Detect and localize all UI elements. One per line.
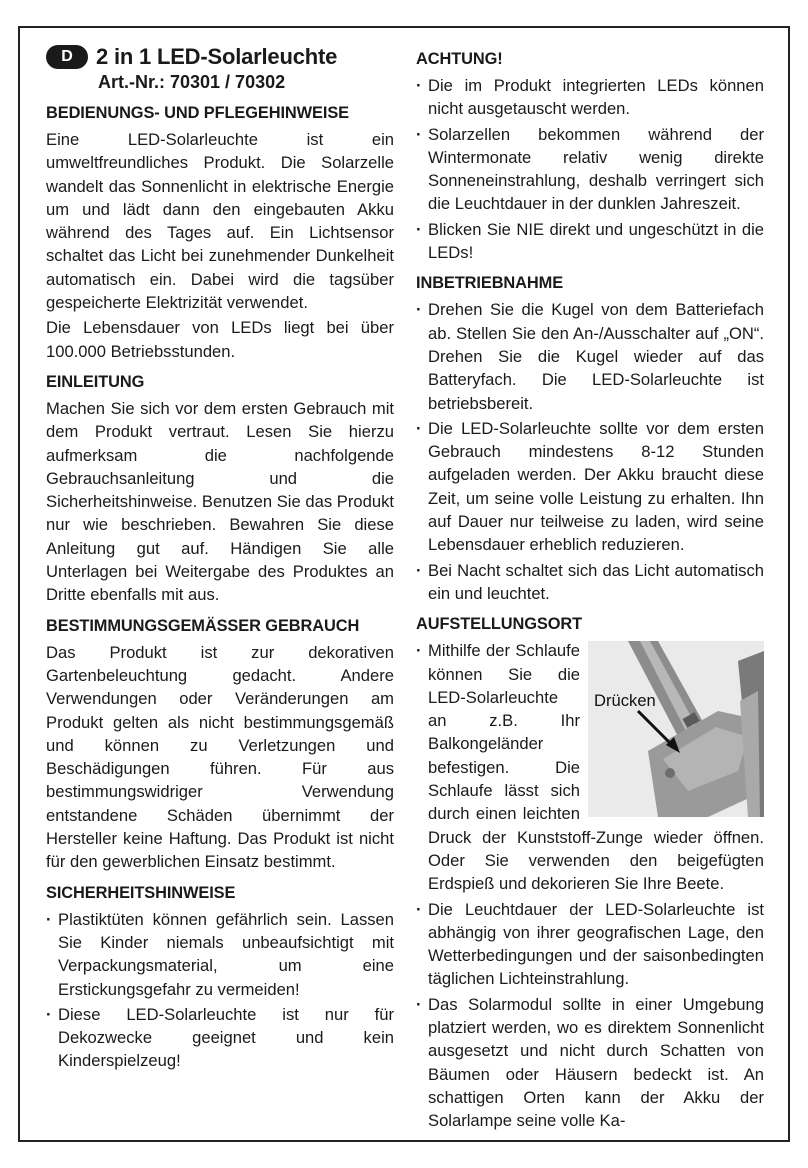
- list-item: [416, 639, 764, 895]
- list-item: · Das Solarmodul sollte in einer Umgebung platziert werden, wo es direktem Sonnenlicht ausgesetzt und nicht durch Schatten von Bäumen oder Häusern bedeckt ist. An schattigen Orten kann der Akku der Solarlampe seine volle Ka-: [416, 993, 764, 1133]
- paragraph: Die Lebensdauer von LEDs liegt bei über 100.000 Betriebsstunden.: [46, 318, 394, 361]
- list-item: · Diese LED-Solarleuchte ist nur für Dekozwecke geeignet und kein Kinderspielzeug!: [46, 1003, 394, 1073]
- section-heading-warning: ACHTUNG!: [416, 50, 503, 68]
- section-heading-care: BEDIENUNGS- UND PFLEGEHINWEISE: [46, 104, 349, 122]
- right-column: [416, 48, 764, 1134]
- warning-list: [416, 74, 764, 264]
- section-heading-intended-use: BESTIMMUNGSGEMÄSSER GEBRAUCH: [46, 616, 360, 635]
- paragraph: Das Produkt ist zur dekorativen Gartenbeleuchtung gedacht. Andere Verwendungen oder Veränderungen am Produkt gelten als nicht bestimmungsgemäß und können zu Verletzungen und Beschädigungen führen. Für aus bestimmungswidriger Verwendung entstandene Schäden übernimmt der Hersteller keine Haftung. Das Produkt ist nicht für den gewerblichen Einsatz bestimmt.: [46, 642, 394, 872]
- section-heading-startup: INBETRIEBNAHME: [416, 274, 564, 293]
- location-list: [416, 639, 764, 1132]
- left-column: [46, 44, 394, 1075]
- product-photo: [588, 641, 764, 817]
- section-heading-intro: EINLEITUNG: [46, 372, 145, 391]
- language-badge: D: [46, 45, 88, 69]
- section-heading-location: AUFSTELLUNGSORT: [416, 615, 583, 634]
- list-item: · Die LED-Solarleuchte sollte vor dem ersten Gebrauch mindestens 8-12 Stunden aufgeladen werden. Der Akku braucht diese Zeit, um seine volle Leistung zu erhalten. Ihn auf Dauer nur teilweise zu laden, wird seine Lebensdauer erheblich reduzieren.: [416, 417, 764, 557]
- list-item: · Die Leuchtdauer der LED-Solarleuchte ist abhängig von ihrer geografischen Lage, den Wetterbedingungen und der saisonbedingten täglichen Lichteinstrahlung.: [416, 898, 764, 991]
- list-item: · Bei Nacht schaltet sich das Licht automatisch ein und leuchtet.: [416, 559, 764, 606]
- paragraph: Eine LED-Solarleuchte ist ein umweltfreundliches Produkt. Die Solarzelle wandelt das Sonnenlicht in elektrische Energie um und lädt dann den eingebauten Akku während des Tages auf. Ein Lichtsensor schaltet das Licht bei zunehmender Dunkelheit automatisch ein. Dabei wird die tagsüber gespeicherte Elektrizität verwendet.: [46, 130, 394, 313]
- list-item: · Plastiktüten können gefährlich sein. Lassen Sie Kinder niemals unbeaufsichtigt mit Verpackungsmaterial, um eine Erstickungsgefahr zu vermeiden!: [46, 908, 394, 1001]
- safety-list: [46, 908, 394, 1073]
- photo-label: · Drücken: [594, 691, 656, 711]
- list-item: · Die im Produkt integrierten LEDs können nicht ausgetauscht werden.: [416, 74, 764, 121]
- article-number: Art.-Nr.: 70301 / 70302: [98, 72, 286, 92]
- section-heading-safety: SICHERHEITSHINWEISE: [46, 883, 236, 902]
- list-item: · Drehen Sie die Kugel von dem Batteriefach ab. Stellen Sie den An-/Ausschalter auf „ON“. Drehen Sie die Kugel wieder auf das Batteryfach. Die LED-Solarleuchte ist betriebsbereit.: [416, 298, 764, 414]
- list-item: · Blicken Sie NIE direkt und ungeschützt in die LEDs!: [416, 218, 764, 265]
- list-item: · Solarzellen bekommen während der Wintermonate relativ wenig direkte Sonneneinstrahlung, deshalb verringert sich die Leuchtdauer in der dunklen Jahreszeit.: [416, 123, 764, 216]
- paragraph: Machen Sie sich vor dem ersten Gebrauch mit dem Produkt vertraut. Lesen Sie hierzu aufmerksam die nachfolgende Gebrauchsanleitung und die Sicherheitshinweise. Benutzen Sie das Produkt nur wie beschrieben. Bewahren Sie diese Anleitung gut auf. Händigen Sie alle Unterlagen bei Weitergabe des Produktes an Dritte ebenfalls mit aus.: [46, 398, 394, 605]
- startup-list: [416, 298, 764, 605]
- list-item-text: Mithilfe der Schlaufe können Sie die LED-Solarleuchte an z.B. Ihr Balkongeländer befestigen. Die Schlaufe lässt sich durch einen leichten Druck der Kunststoff-Zunge wieder öffnen. Oder Sie verwenden den beigefügten Erdspieß und dekorieren Sie Ihre Beete.: [428, 641, 764, 894]
- title-row: [46, 44, 394, 70]
- page-title: 2 in 1 LED-Solarleuchte: [96, 44, 338, 70]
- loop-clip-illustration: [588, 641, 764, 817]
